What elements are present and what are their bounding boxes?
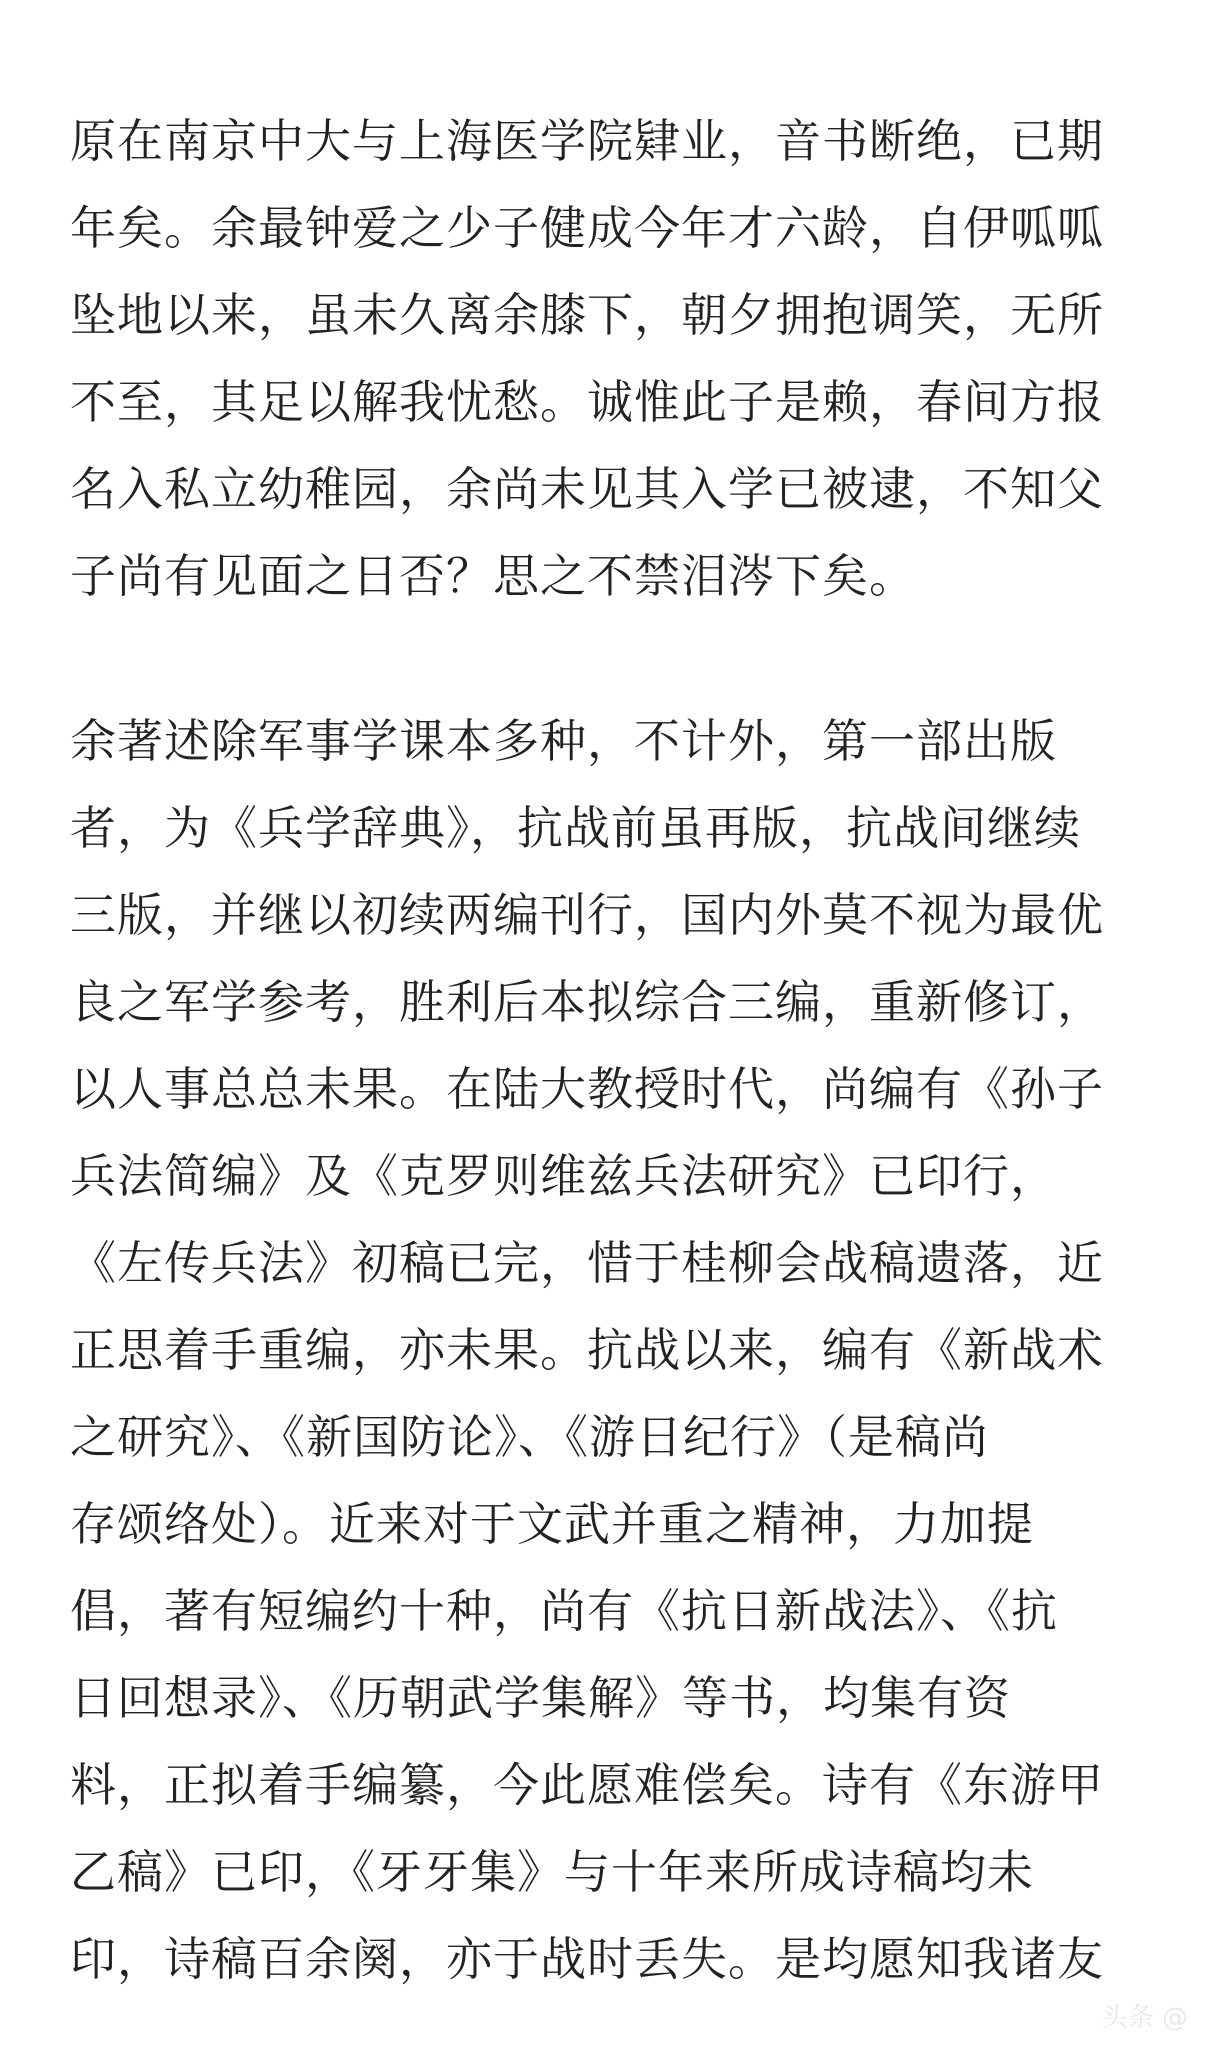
text-line: 兵法简编》及《克罗则维兹兵法研究》已印行，: [70, 1149, 1057, 1203]
text-line: 《左传兵法》初稿已完，惜于桂柳会战稿遗落，近: [70, 1236, 1104, 1290]
watermark: 头条 @: [1101, 2003, 1188, 2033]
text-line: 坠地以来，虽未久离余膝下，朝夕拥抱调笑，无所: [70, 288, 1104, 342]
text-line: 料，正拟着手编纂，今此愿难偿矣。诗有《东游甲: [70, 1758, 1104, 1812]
text-line: 存颂络处）。近来对于文武并重之精神，力加提: [70, 1497, 1034, 1551]
text-line: 良之军学参考，胜利后本拟综合三编，重新修订，: [70, 975, 1104, 1029]
text-line: 日回想录》、《历朝武学集解》等书，均集有资: [70, 1671, 1011, 1725]
text-line: 子尚有见面之日否？思之不禁泪涔下矣。: [70, 549, 916, 603]
text-line: 者，为《兵学辞典》，抗战前虽再版，抗战间继续: [70, 801, 1081, 855]
text-line: 印，诗稿百余阕，亦于战时丢失。是均愿知我诸友: [70, 1932, 1104, 1986]
text-line: 年矣。余最钟爱之少子健成今年才六龄，自伊呱呱: [70, 201, 1104, 255]
text-line: 名入私立幼稚园，余尚未见其入学已被逮，不知父: [70, 462, 1104, 516]
article-body: [70, 98, 1165, 2003]
text-line: 不至，其足以解我忧愁。诚惟此子是赖，春间方报: [70, 375, 1104, 429]
paragraph-1: [70, 98, 1165, 620]
text-line: 余著述除军事学课本多种，不计外，第一部出版: [70, 714, 1057, 768]
text-line: 原在南京中大与上海医学院肄业，音书断绝，已期: [70, 114, 1104, 168]
text-line: 倡，著有短编约十种，尚有《抗日新战法》、《抗: [70, 1584, 1058, 1638]
text-line: 之研究》、《新国防论》、《游日纪行》（是稿尚: [70, 1410, 989, 1464]
paragraph-spacer: [70, 620, 1165, 698]
paragraph-2: [70, 698, 1165, 2003]
text-line: 三版，并继以初续两编刊行，国内外莫不视为最优: [70, 888, 1104, 942]
text-line: 正思着手重编，亦未果。抗战以来，编有《新战术: [70, 1323, 1104, 1377]
text-line: 以人事总总未果。在陆大教授时代，尚编有《孙子: [70, 1062, 1104, 1116]
text-line: 乙稿》已印，《牙牙集》与十年来所成诗稿均未: [70, 1845, 1034, 1899]
